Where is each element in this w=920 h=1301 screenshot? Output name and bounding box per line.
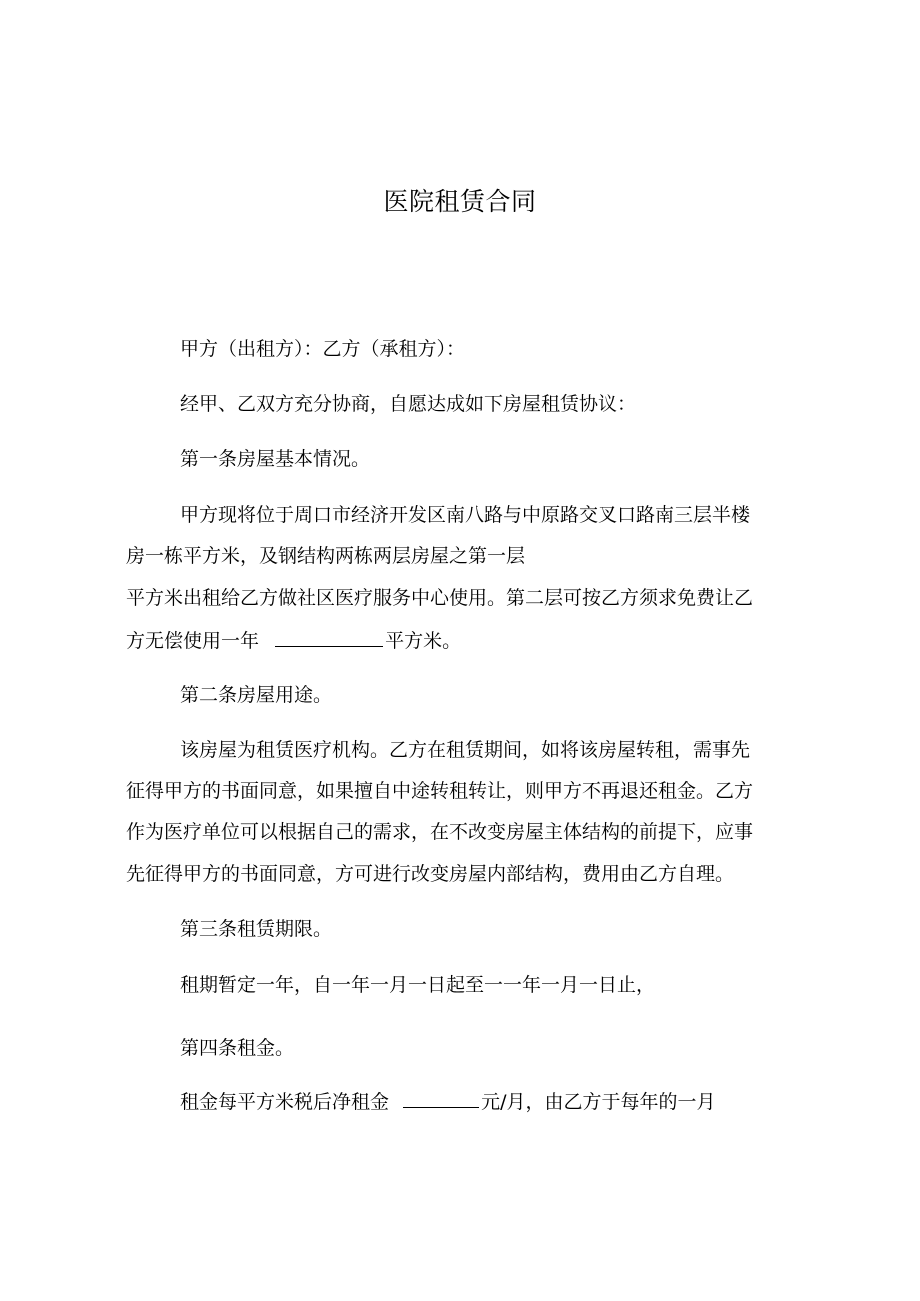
article-2-line-4: 先征得甲方的书面同意，方可进行改变房屋内部结构，费用由乙方自理。 [126, 863, 735, 885]
article-1-heading: 第一条房屋基本情况。 [180, 448, 371, 470]
article-4-line-1-suffix: 元/月，由乙方于每年的一月 [481, 1091, 716, 1113]
article-1-line-2: 房一栋平方米，及钢结构两栋两层房屋之第一层 [126, 545, 526, 567]
article-2-line-2: 征得甲方的书面同意，如果擅自中途转租转让，则甲方不再退还租金。乙方 [126, 780, 754, 802]
document-title: 医院租赁合同 [383, 187, 537, 216]
area-blank-field[interactable] [275, 630, 383, 647]
rent-blank-field[interactable] [403, 1091, 479, 1108]
article-4-heading: 第四条租金。 [180, 1037, 295, 1059]
article-1-line-4-prefix: 方无偿使用一年 [126, 630, 260, 652]
article-1-line-4-suffix: 平方米。 [385, 630, 462, 652]
parties-line: 甲方（出租方）：乙方（承租方）： [180, 338, 466, 360]
article-4-line-1-prefix: 租金每平方米税后净租金 [180, 1091, 390, 1113]
article-3-line-1: 租期暂定一年，自一年一月一日起至一一年一月一日止， [180, 974, 656, 996]
article-4-line-1 [180, 1091, 715, 1112]
article-3-heading: 第三条租赁期限。 [180, 918, 333, 940]
article-1-line-1: 甲方现将位于周口市经济开发区南八路与中原路交叉口路南三层半楼 [180, 504, 751, 526]
article-2-line-3: 作为医疗单位可以根据自己的需求，在不改变房屋主体结构的前提下，应事 [126, 821, 754, 843]
article-1-line-3: 平方米出租给乙方做社区医疗服务中心使用。第二层可按乙方须求免费让乙 [126, 587, 754, 609]
article-1-line-4 [126, 630, 461, 651]
article-2-line-1: 该房屋为租赁医疗机构。乙方在租赁期间，如将该房屋转租，需事先 [180, 739, 751, 761]
agreement-intro: 经甲、乙双方充分协商，自愿达成如下房屋租赁协议： [180, 393, 637, 415]
article-2-heading: 第二条房屋用途。 [180, 684, 333, 706]
